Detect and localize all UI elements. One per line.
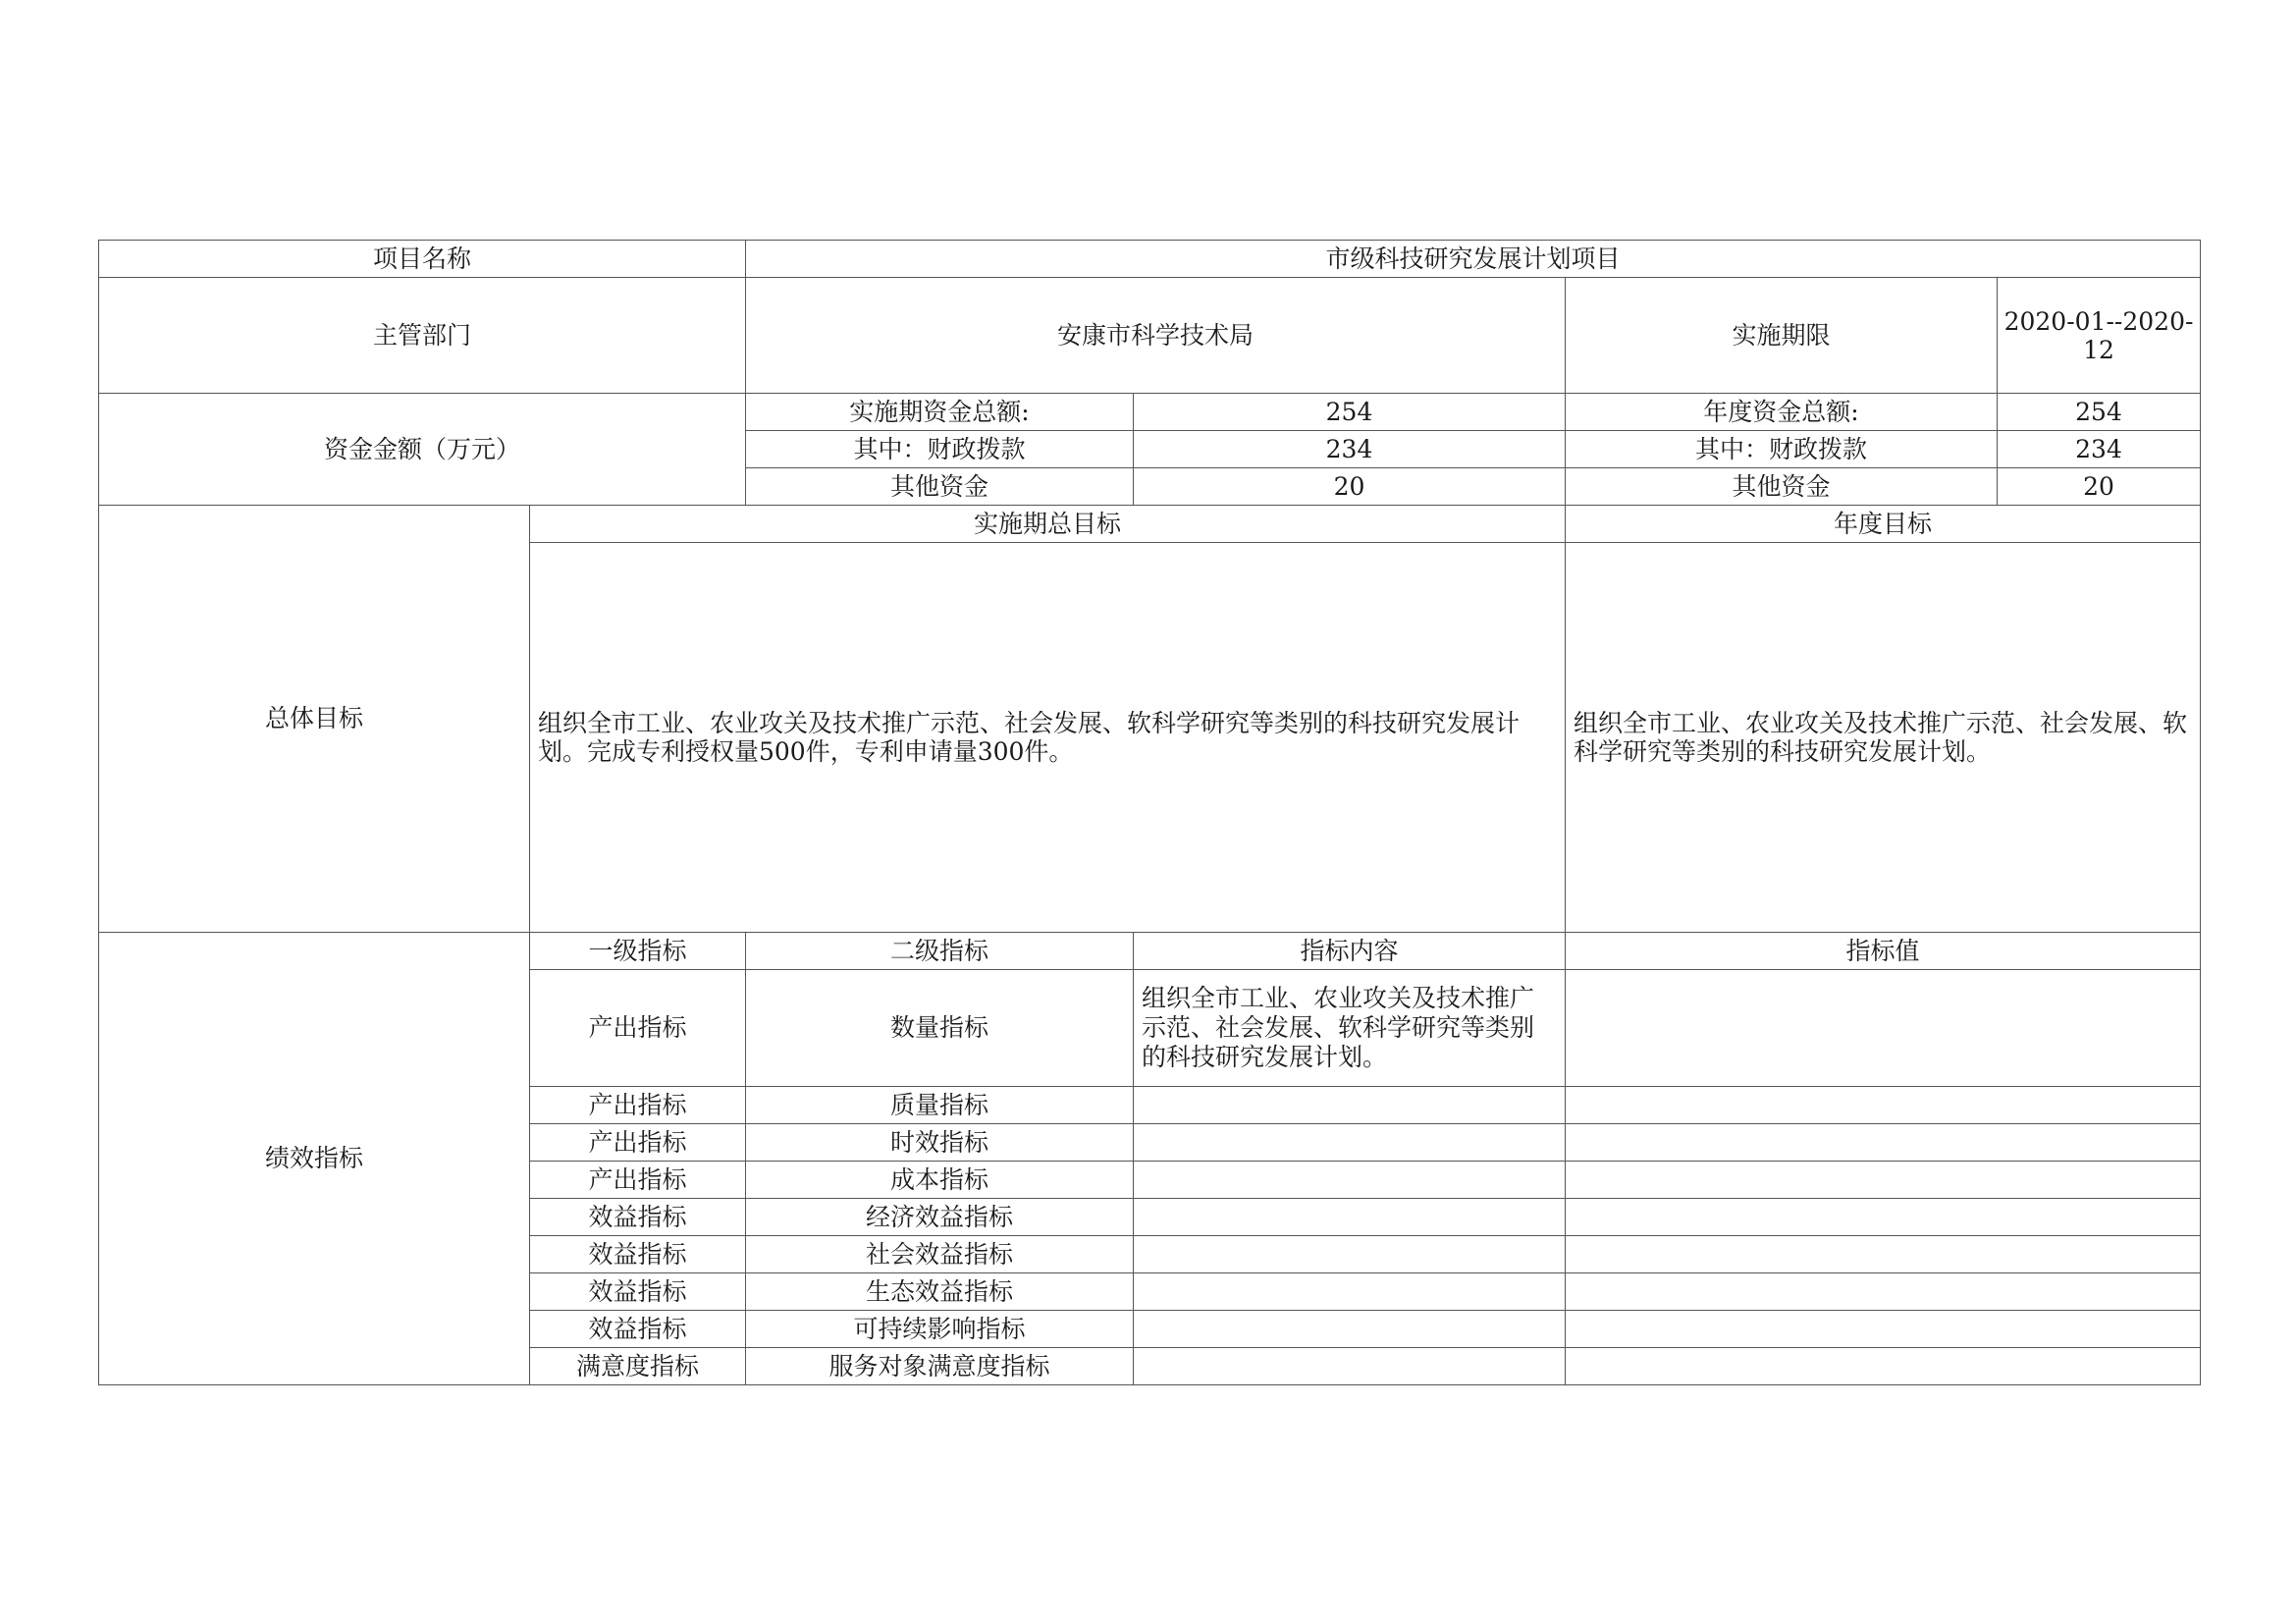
funds-cell: 其他资金: [1566, 468, 1998, 506]
overall-goal-label: 总体目标: [99, 506, 530, 933]
funds-cell: 其中：财政拨款: [1566, 431, 1998, 468]
project-name-row: [99, 241, 2201, 278]
level2-header: 二级指标: [746, 933, 1134, 970]
funds-cell: 其中：财政拨款: [746, 431, 1134, 468]
performance-goal-form: [98, 240, 2201, 1385]
content-cell: [1134, 1311, 1566, 1348]
value-cell: [1566, 1199, 2201, 1236]
content-cell: [1134, 1162, 1566, 1199]
department-row: [99, 278, 2201, 394]
level2-cell: 服务对象满意度指标: [746, 1348, 1134, 1385]
content-header: 指标内容: [1134, 933, 1566, 970]
level2-cell: 生态效益指标: [746, 1273, 1134, 1311]
content-cell: 组织全市工业、农业攻关及技术推广示范、社会发展、软科学研究等类别的科技研究发展计划。: [1134, 970, 1566, 1087]
level1-cell: 满意度指标: [530, 1348, 746, 1385]
level2-cell: 时效指标: [746, 1124, 1134, 1162]
level1-cell: 产出指标: [530, 1124, 746, 1162]
indicator-header-row: [99, 933, 2201, 970]
annual-goal-text: 组织全市工业、农业攻关及技术推广示范、社会发展、软科学研究等类别的科技研究发展计划。: [1566, 543, 2201, 933]
period-goal-header: 实施期总目标: [530, 506, 1566, 543]
funds-row: [99, 394, 2201, 431]
level1-cell: 产出指标: [530, 1162, 746, 1199]
value-cell: [1566, 1273, 2201, 1311]
overall-header-row: [99, 506, 2201, 543]
level2-cell: 质量指标: [746, 1087, 1134, 1124]
department-value: 安康市科学技术局: [746, 278, 1566, 394]
period-goal-text: 组织全市工业、农业攻关及技术推广示范、社会发展、软科学研究等类别的科技研究发展计划。完成专利授权量500件，专利申请量300件。: [530, 543, 1566, 933]
content-cell: [1134, 1236, 1566, 1273]
funds-cell: 其他资金: [746, 468, 1134, 506]
performance-label: 绩效指标: [99, 933, 530, 1385]
goal-table: [98, 240, 2201, 1385]
value-cell: [1566, 1236, 2201, 1273]
annual-goal-header: 年度目标: [1566, 506, 2201, 543]
funds-cell: 年度资金总额:: [1566, 394, 1998, 431]
value-cell: [1566, 1087, 2201, 1124]
funds-cell: 实施期资金总额:: [746, 394, 1134, 431]
level1-cell: 效益指标: [530, 1236, 746, 1273]
content-cell: [1134, 1124, 1566, 1162]
level1-cell: 产出指标: [530, 970, 746, 1087]
level2-cell: 社会效益指标: [746, 1236, 1134, 1273]
funds-cell: 254: [1134, 394, 1566, 431]
funds-cell: 20: [1134, 468, 1566, 506]
period-label: 实施期限: [1566, 278, 1998, 394]
funds-cell: 234: [1134, 431, 1566, 468]
level1-cell: 效益指标: [530, 1199, 746, 1236]
level2-cell: 经济效益指标: [746, 1199, 1134, 1236]
level2-cell: 数量指标: [746, 970, 1134, 1087]
project-name-label: 项目名称: [99, 241, 746, 278]
value-header: 指标值: [1566, 933, 2201, 970]
level2-cell: 成本指标: [746, 1162, 1134, 1199]
funds-label: 资金金额（万元）: [99, 394, 746, 506]
level1-cell: 效益指标: [530, 1311, 746, 1348]
content-cell: [1134, 1348, 1566, 1385]
funds-cell: 254: [1998, 394, 2201, 431]
value-cell: [1566, 1311, 2201, 1348]
value-cell: [1566, 1124, 2201, 1162]
value-cell: [1566, 1348, 2201, 1385]
level1-cell: 产出指标: [530, 1087, 746, 1124]
project-name-value: 市级科技研究发展计划项目: [746, 241, 2201, 278]
level1-cell: 效益指标: [530, 1273, 746, 1311]
content-cell: [1134, 1273, 1566, 1311]
content-cell: [1134, 1087, 1566, 1124]
value-cell: [1566, 1162, 2201, 1199]
value-cell: [1566, 970, 2201, 1087]
level2-cell: 可持续影响指标: [746, 1311, 1134, 1348]
level1-header: 一级指标: [530, 933, 746, 970]
period-value: 2020-01--2020-12: [1998, 278, 2201, 394]
funds-cell: 20: [1998, 468, 2201, 506]
content-cell: [1134, 1199, 1566, 1236]
funds-cell: 234: [1998, 431, 2201, 468]
department-label: 主管部门: [99, 278, 746, 394]
